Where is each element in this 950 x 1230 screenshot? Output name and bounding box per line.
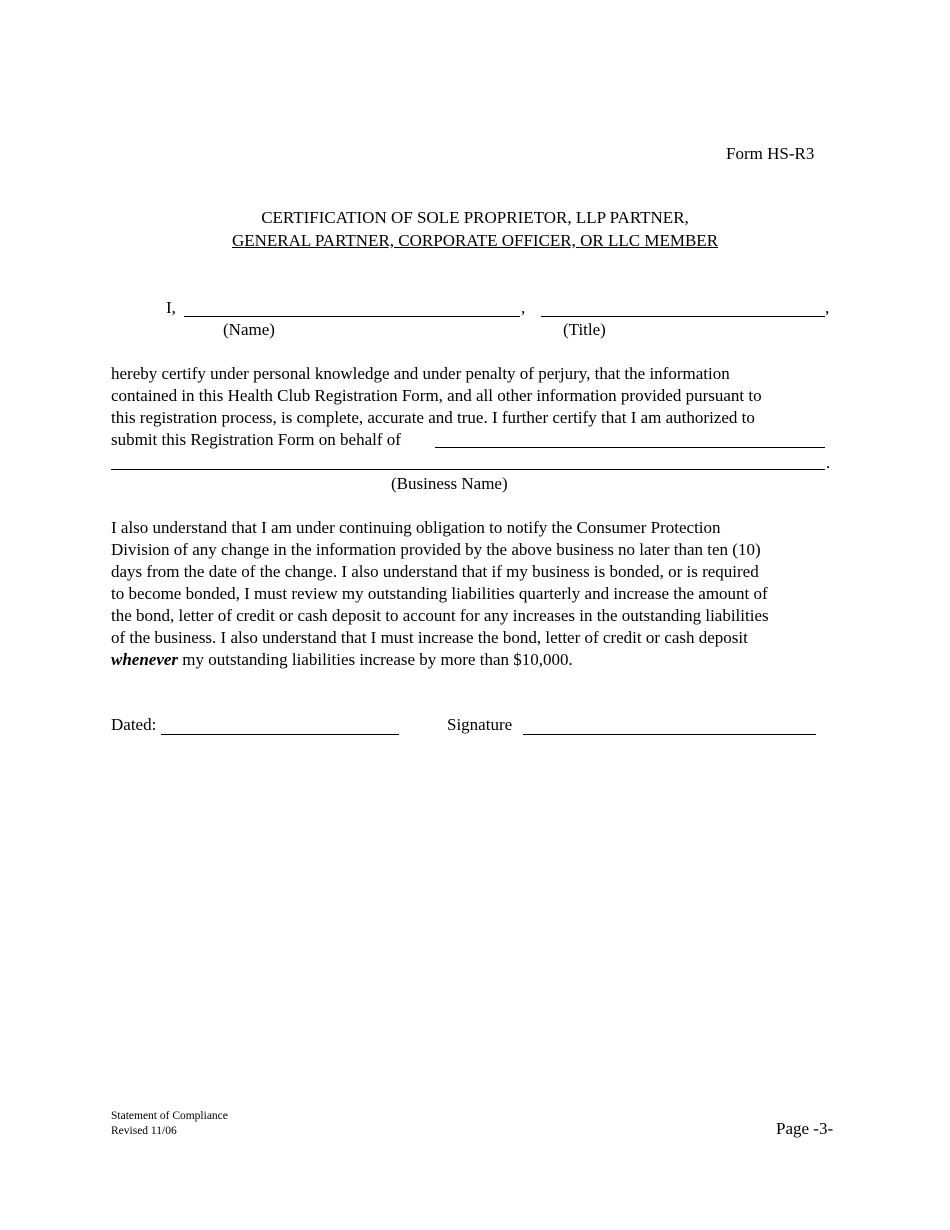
obligation-line-1: I also understand that I am under continuing obligation to notify the Consumer Protection — [111, 518, 721, 537]
obligation-line-7 — [111, 649, 769, 671]
dated-field[interactable] — [161, 734, 399, 735]
business-name-period: . — [826, 453, 831, 472]
obligation-line-6: of the business. I also understand that I must increase the bond, letter of credit or cash deposit — [111, 628, 748, 647]
obligation-emphasis: whenever — [111, 650, 179, 669]
dated-label: Dated: — [111, 715, 157, 734]
name-field[interactable] — [184, 316, 520, 317]
identity-comma-1: , — [521, 298, 526, 317]
identity-comma-2: , — [825, 298, 830, 317]
obligation-paragraph — [111, 517, 769, 671]
certification-line-1: hereby certify under personal knowledge and under penalty of perjury, that the information — [111, 364, 730, 383]
document-title-line-2 — [0, 231, 950, 251]
obligation-line-4: to become bonded, I must review my outstanding liabilities quarterly and increase the amount of — [111, 584, 768, 603]
certification-line-2: contained in this Health Club Registration Form, and all other information provided pursuant to — [111, 386, 762, 405]
business-name-caption: (Business Name) — [391, 474, 508, 493]
signature-field[interactable] — [523, 734, 816, 735]
business-name-field-line-1[interactable] — [435, 447, 825, 448]
business-name-field-line-2[interactable] — [111, 469, 825, 470]
title-caption: (Title) — [563, 320, 606, 339]
identity-prefix: I, — [166, 298, 176, 317]
title-field[interactable] — [541, 316, 825, 317]
obligation-line-3: days from the date of the change. I also understand that if my business is bonded, or is required — [111, 562, 759, 581]
name-caption: (Name) — [223, 320, 275, 339]
certification-line-3: this registration process, is complete, accurate and true. I further certify that I am authorized to — [111, 408, 755, 427]
footer-revised: Revised 11/06 — [111, 1125, 177, 1137]
certification-line-4: submit this Registration Form on behalf of — [111, 430, 401, 449]
document-title-line-1: CERTIFICATION OF SOLE PROPRIETOR, LLP PARTNER, — [261, 208, 689, 227]
form-id: Form HS-R3 — [726, 144, 815, 163]
obligation-line-5: the bond, letter of credit or cash deposit to account for any increases in the outstanding liabilities — [111, 606, 769, 625]
page-number: Page -3- — [776, 1119, 834, 1138]
obligation-line-7-rest: my outstanding liabilities increase by more than $10,000. — [178, 650, 573, 669]
footer-doc-name: Statement of Compliance — [111, 1110, 228, 1122]
signature-label: Signature — [447, 715, 513, 734]
document-title-line-2-text: GENERAL PARTNER, CORPORATE OFFICER, OR LLC MEMBER — [231, 231, 719, 250]
certification-paragraph — [111, 363, 762, 451]
obligation-line-2: Division of any change in the information provided by the above business no later than ten (10) — [111, 540, 761, 559]
